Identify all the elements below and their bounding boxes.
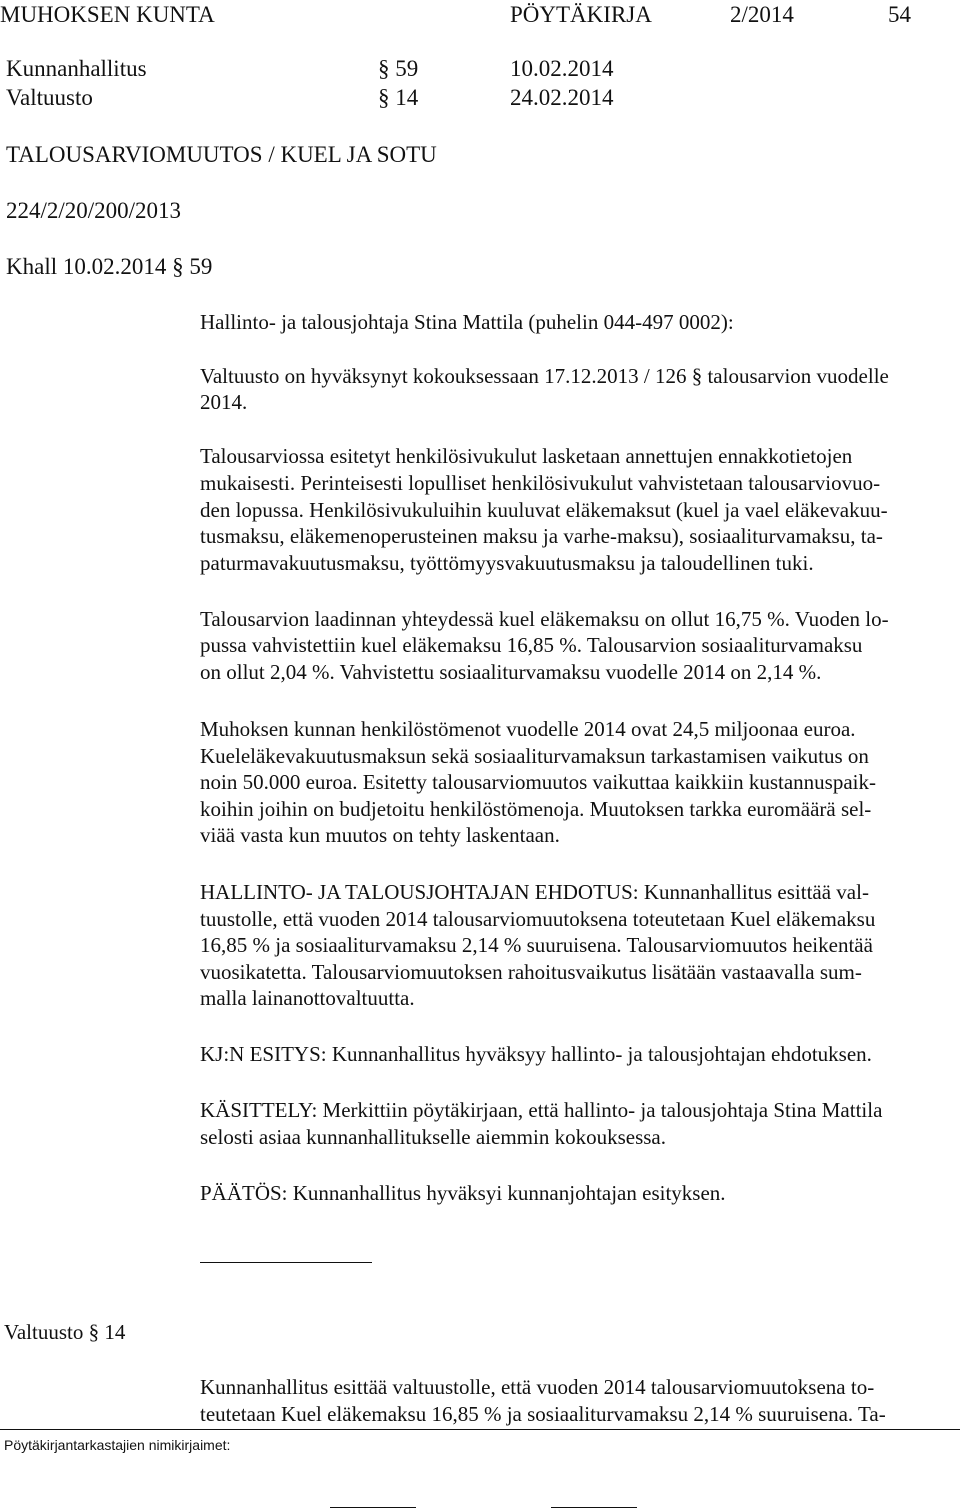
paragraph-line: pussa vahvistettiin kuel eläkemaksu 16,85 %. Talousarvion sosiaaliturvamaksu xyxy=(200,633,863,657)
footer-rule xyxy=(0,1429,960,1430)
paragraph-line: vuosikatetta. Talousarviomuutoksen rahoitusvaikutus lisätään vastaavalla sum- xyxy=(200,960,862,984)
paragraph-line: HALLINTO- JA TALOUSJOHTAJAN EHDOTUS: Kunnanhallitus esittää val- xyxy=(200,880,869,904)
meeting-date: 10.02.2014 xyxy=(510,56,614,81)
meeting-date: 24.02.2014 xyxy=(510,85,614,110)
paragraph-line: malla lainanottovaltuutta. xyxy=(200,986,415,1010)
paragraph-line: Kueleläkevakuutusmaksun sekä sosiaaliturvamaksun tarkastamisen vaikutus on xyxy=(200,744,869,768)
paragraph-line: viää vasta kun muutos on tehty laskentaan. xyxy=(200,823,560,847)
paragraph-line: tusmaksu, eläkemenoperusteinen maksu ja varhe-maksu), sosiaaliturvamaksu, ta- xyxy=(200,524,883,548)
paragraph-line: teutetaan Kuel eläkemaksu 16,85 % ja sosiaaliturvamaksu 2,14 % suuruisena. Ta- xyxy=(200,1402,886,1426)
paragraph-line: Kunnanhallitus esittää valtuustolle, että vuoden 2014 talousarviomuutoksena to- xyxy=(200,1375,875,1399)
page-number: 54 xyxy=(888,2,911,27)
paragraph-line: PÄÄTÖS: Kunnanhallitus hyväksyi kunnanjohtajan esityksen. xyxy=(200,1181,726,1205)
paragraph-line: KÄSITTELY: Merkittiin pöytäkirjaan, että hallinto- ja talousjohtaja Stina Mattila xyxy=(200,1098,883,1122)
initials-line xyxy=(330,1507,416,1508)
paragraph-line: on ollut 2,04 %. Vahvistettu sosiaaliturvamaksu vuodelle 2014 on 2,14 %. xyxy=(200,660,822,684)
reference-number: 224/2/20/200/2013 xyxy=(6,198,182,223)
paragraph-line: paturmavakuutusmaksu, työttömyysvakuutusmaksu ja taloudellinen tuki. xyxy=(200,551,814,575)
initials-label: Pöytäkirjantarkastajien nimikirjaimet: xyxy=(4,1437,231,1453)
paragraph-line: den lopussa. Henkilösivukuluihin kuuluvat eläkemaksut (kuel ja vael eläkevakuu- xyxy=(200,498,888,522)
separator-rule xyxy=(200,1262,372,1263)
document-title: TALOUSARVIOMUUTOS / KUEL JA SOTU xyxy=(6,142,437,167)
meeting-section: § 59 xyxy=(378,56,419,81)
initials-line xyxy=(551,1507,637,1508)
document-type: PÖYTÄKIRJA xyxy=(510,2,652,27)
valtuusto-reference: Valtuusto § 14 xyxy=(4,1320,126,1344)
paragraph-line: 2014. xyxy=(200,390,248,414)
paragraph-line: Valtuusto on hyväksynyt kokouksessaan 17.12.2013 / 126 § talousarvion vuodelle xyxy=(200,364,889,388)
paragraph-line: KJ:N ESITYS: Kunnanhallitus hyväksyy hallinto- ja talousjohtajan ehdotuksen. xyxy=(200,1042,872,1066)
municipality-name: MUHOKSEN KUNTA xyxy=(0,2,215,27)
paragraph-line: noin 50.000 euroa. Esitetty talousarviomuutos vaikuttaa kaikkiin kustannuspaik- xyxy=(200,770,876,794)
paragraph-line: selosti asiaa kunnanhallitukselle aiemmin kokouksessa. xyxy=(200,1125,666,1149)
meeting-section: § 14 xyxy=(378,85,419,110)
paragraph-line: koihin joihin on budjetoitu henkilöstömenoja. Muutoksen tarkka euromäärä sel- xyxy=(200,797,872,821)
presenter-line: Hallinto- ja talousjohtaja Stina Mattila (puhelin 044-497 0002): xyxy=(200,310,734,334)
meeting-body: Kunnanhallitus xyxy=(6,56,147,81)
paragraph-line: mukaisesti. Perinteisesti lopulliset henkilösivukulut vahvistetaan talousarviovuo- xyxy=(200,471,881,495)
paragraph-line: Muhoksen kunnan henkilöstömenot vuodelle 2014 ovat 24,5 miljoonaa euroa. xyxy=(200,717,856,741)
khall-reference: Khall 10.02.2014 § 59 xyxy=(6,254,213,279)
paragraph-line: Talousarviossa esitetyt henkilösivukulut lasketaan annettujen ennakkotietojen xyxy=(200,444,853,468)
paragraph-line: 16,85 % ja sosiaaliturvamaksu 2,14 % suuruisena. Talousarviomuutos heikentää xyxy=(200,933,873,957)
document-number: 2/2014 xyxy=(730,2,794,27)
meeting-body: Valtuusto xyxy=(6,85,93,110)
paragraph-line: Talousarvion laadinnan yhteydessä kuel eläkemaksu on ollut 16,75 %. Vuoden lo- xyxy=(200,607,889,631)
paragraph-line: tuustolle, että vuoden 2014 talousarviomuutoksena toteutetaan Kuel eläkemaksu xyxy=(200,907,876,931)
